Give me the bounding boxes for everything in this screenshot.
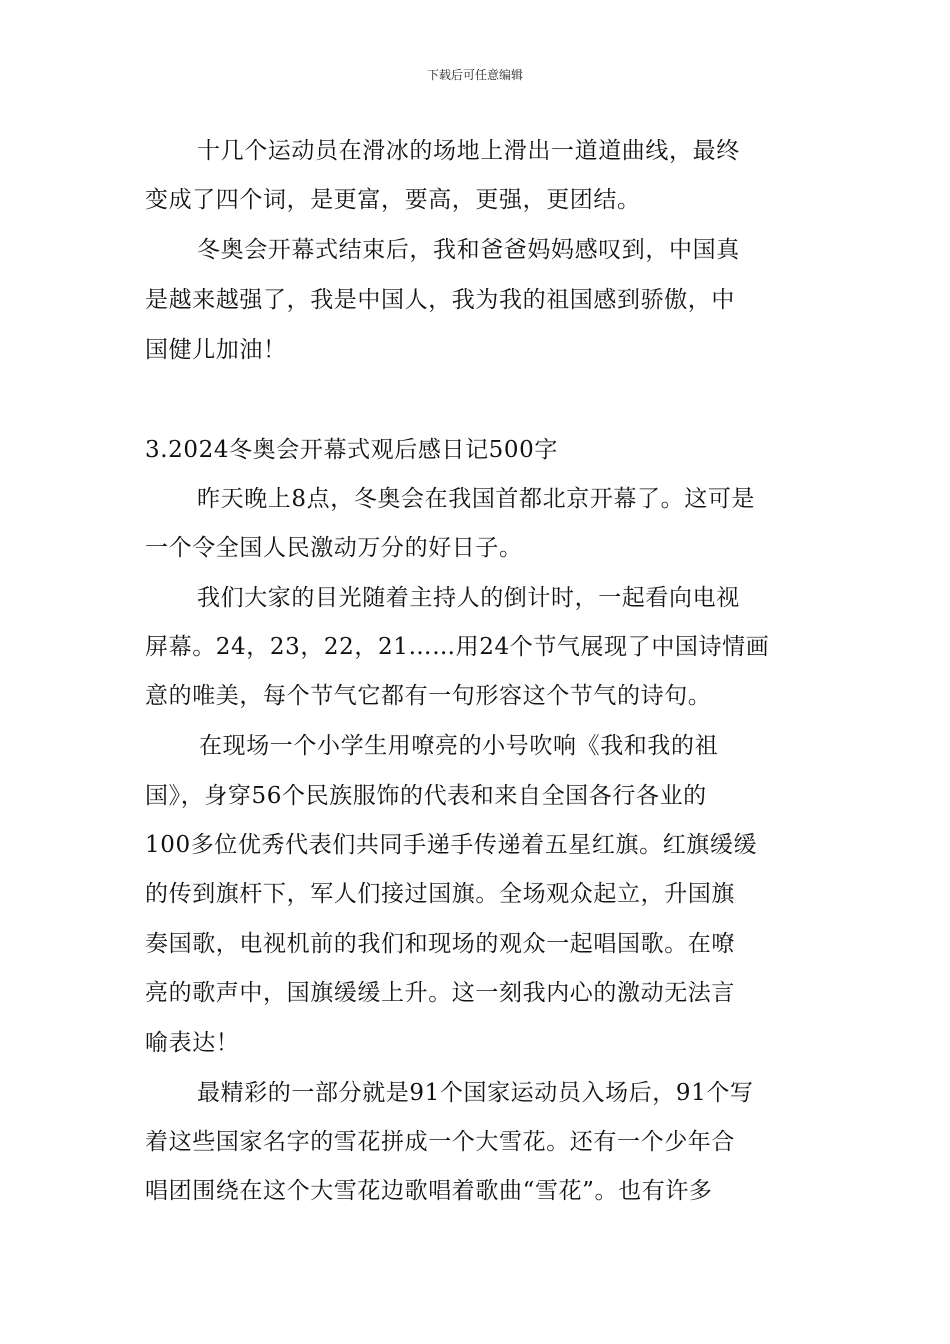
body-line: 最精彩的一部分就是91个国家运动员入场后，91个写	[197, 1080, 754, 1106]
body-line: 在现场一个小学生用嘹亮的小号吹响《我和我的祖	[199, 733, 719, 759]
body-line: 十几个运动员在滑冰的场地上滑出一道道曲线，最终	[197, 138, 740, 164]
body-line: 亮的歌声中，国旗缓缓上升。这一刻我内心的激动无法言	[145, 980, 735, 1006]
download-editable-note: 下载后可任意编辑	[426, 68, 523, 82]
body-line: 冬奥会开幕式结束后，我和爸爸妈妈感叹到，中国真	[197, 237, 740, 263]
body-line: 国健儿加油！	[145, 337, 287, 363]
body-line: 着这些国家名字的雪花拼成一个大雪花。还有一个少年合	[145, 1129, 735, 1155]
body-line: 我们大家的目光随着主持人的倒计时，一起看向电视	[197, 585, 740, 611]
body-line: 喻表达！	[145, 1030, 240, 1056]
body-line: 变成了四个词，是更富，要高，更强，更团结。	[145, 187, 641, 213]
body-line: 100多位优秀代表们共同手递手传递着五星红旗。红旗缓缓	[145, 832, 758, 858]
body-line: 唱团围绕在这个大雪花边歌唱着歌曲“雪花”。也有许多	[145, 1178, 713, 1204]
section-heading: 3.2024冬奥会开幕式观后感日记500字	[145, 437, 558, 463]
body-line: 奏国歌，电视机前的我们和现场的观众一起唱国歌。在嘹	[145, 931, 735, 957]
body-line: 昨天晚上8点，冬奥会在我国首都北京开幕了。这可是	[197, 486, 756, 512]
body-line: 是越来越强了，我是中国人，我为我的祖国感到骄傲，中	[145, 287, 735, 313]
body-line: 屏幕。24，23，22，21……用24个节气展现了中国诗情画	[145, 634, 770, 660]
body-line: 国》，身穿56个民族服饰的代表和来自全国各行各业的	[145, 783, 707, 809]
body-line: 的传到旗杆下，军人们接过国旗。全场观众起立，升国旗	[145, 881, 735, 907]
body-line: 一个令全国人民激动万分的好日子。	[145, 535, 523, 561]
body-line: 意的唯美，每个节气它都有一句形容这个节气的诗句。	[145, 683, 712, 709]
